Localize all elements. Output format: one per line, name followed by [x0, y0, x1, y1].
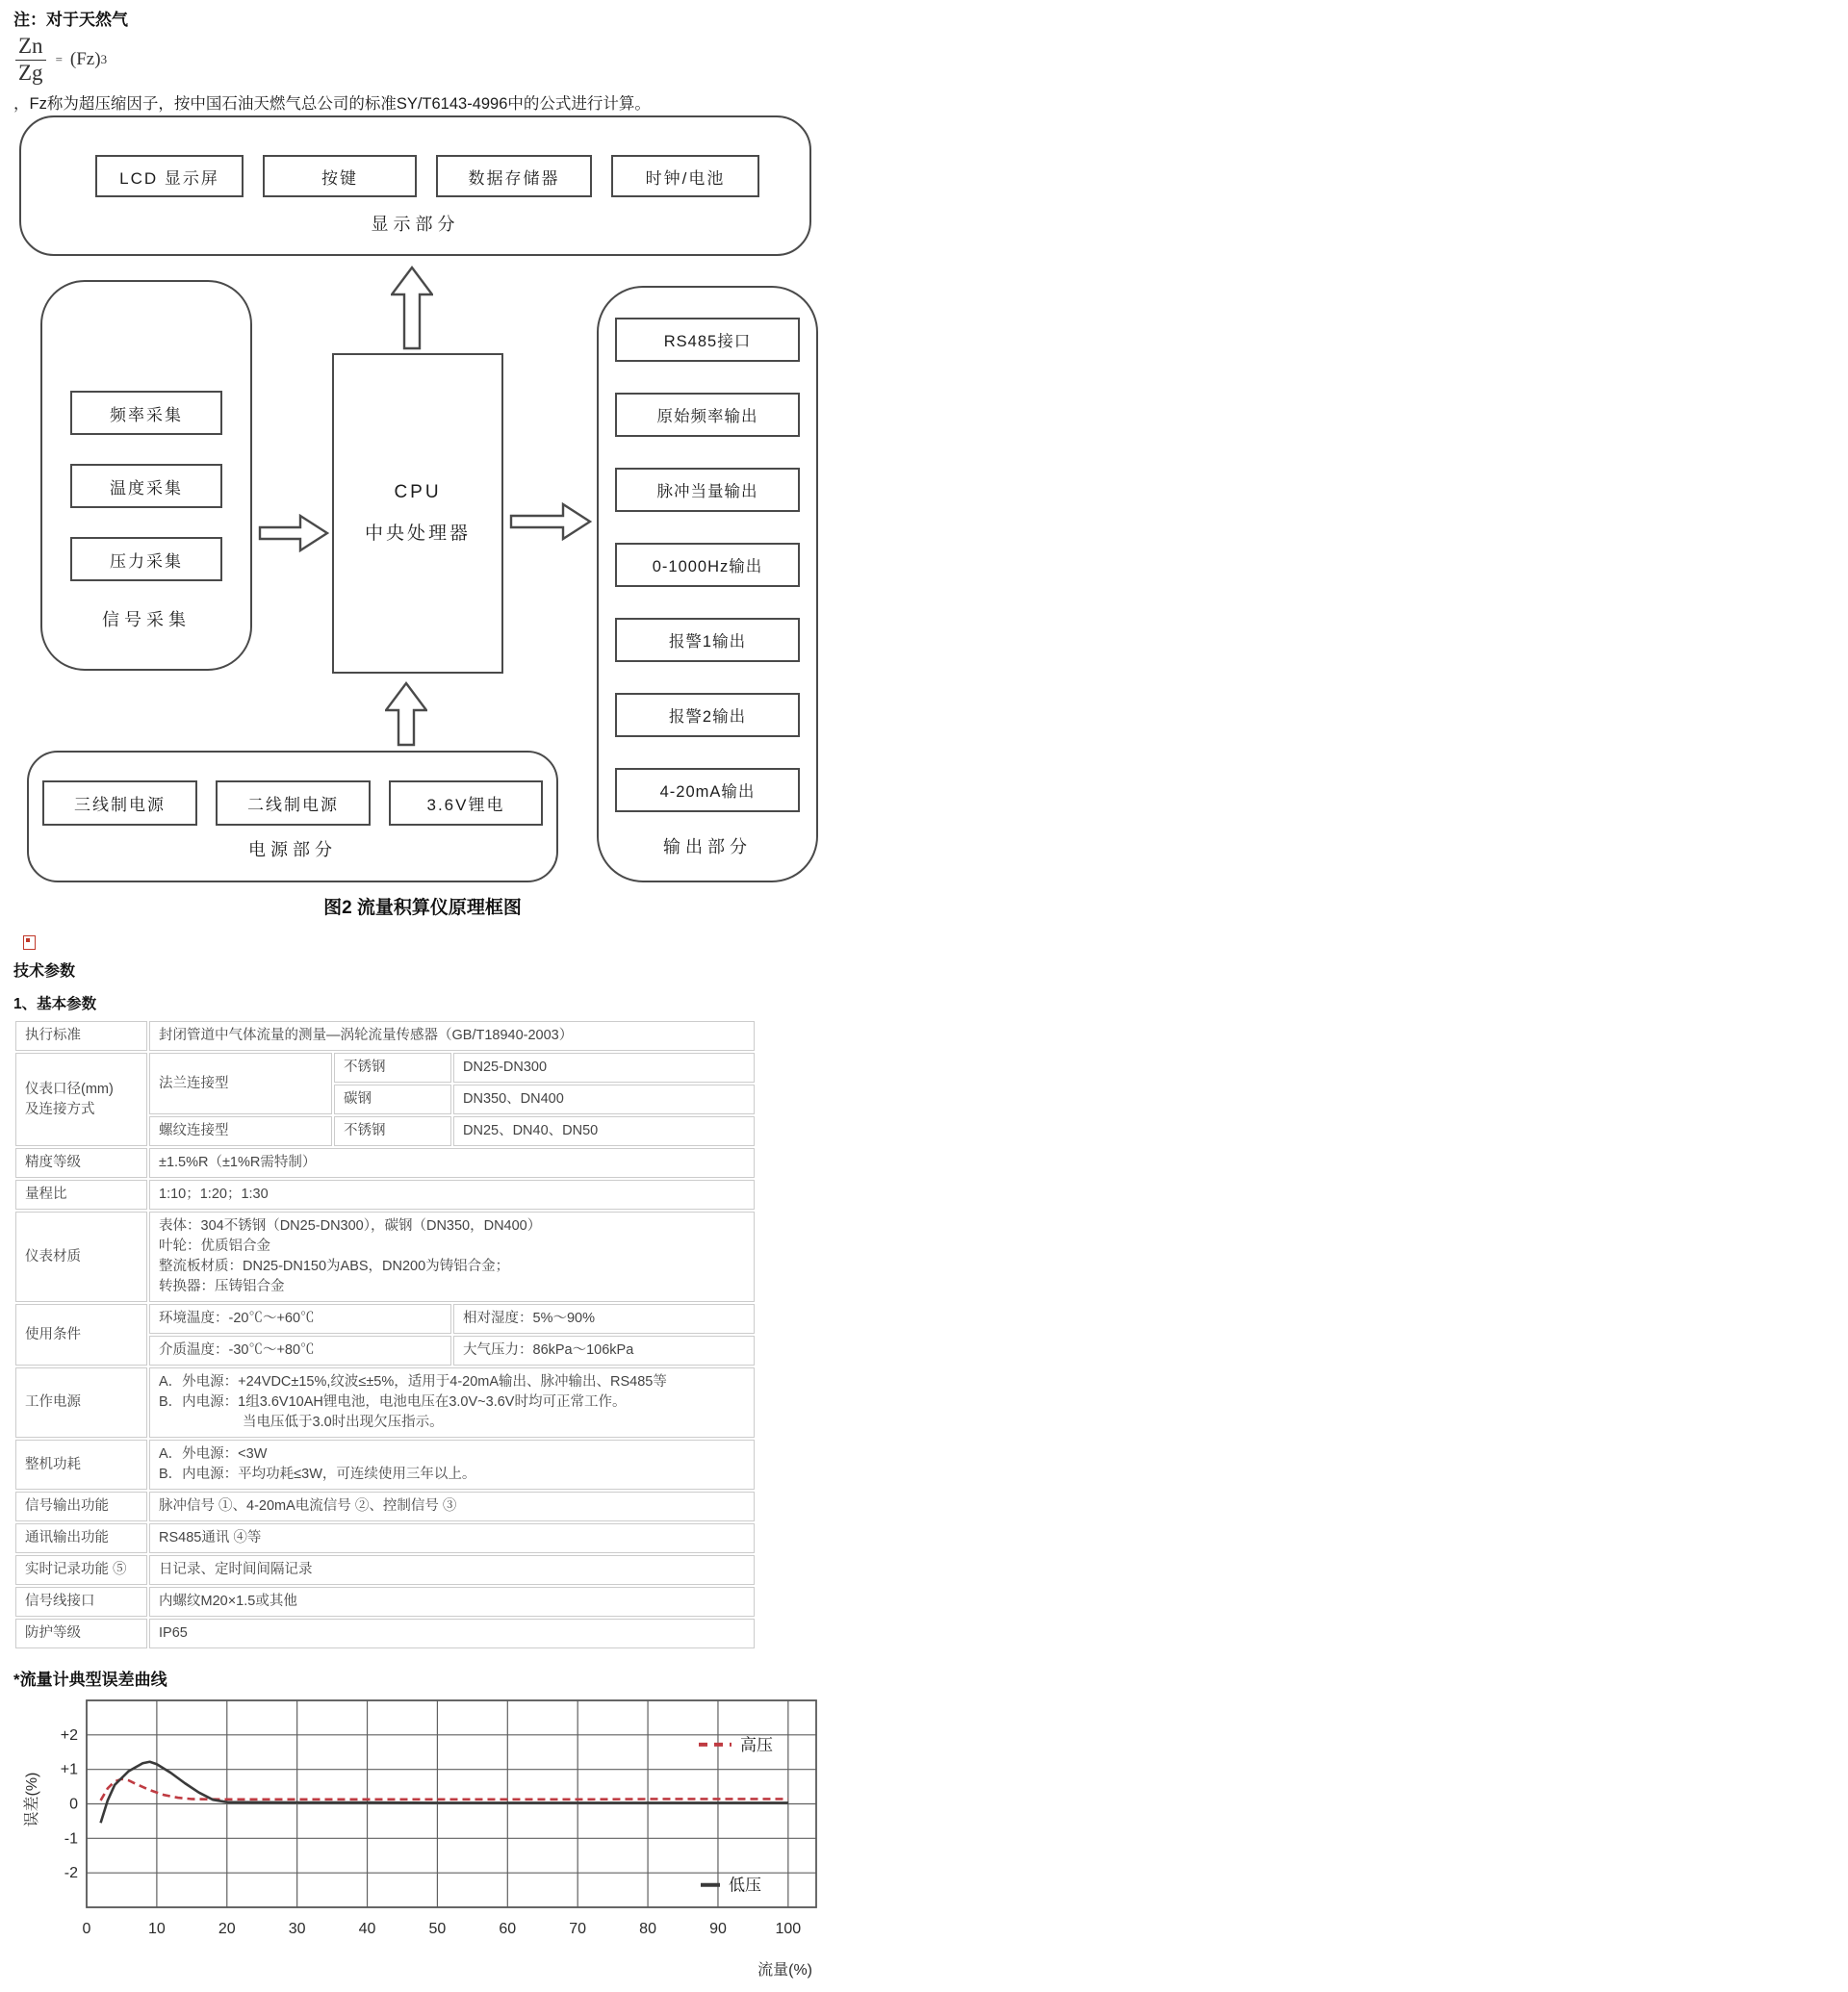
diagram-box-rs485: RS485接口	[615, 318, 800, 362]
x-tick-label: 70	[569, 1921, 587, 1937]
x-tick-label: 60	[499, 1921, 517, 1937]
table-cell: ±1.5%R（±1%R需特制）	[149, 1148, 755, 1178]
table-row	[15, 1367, 755, 1438]
table-cell: 执行标准	[15, 1021, 147, 1051]
table-row	[15, 1492, 755, 1521]
table-cell: 表体：304不锈钢（DN25-DN300），碳钢（DN350，DN400） 叶轮：优质铝合金 整流板材质：DN25-DN150为ABS，DN200为铸铝合金； 转换器：压铸铝合金	[149, 1212, 755, 1302]
power-section-label: 电源部分	[248, 840, 337, 859]
table-cell: 内螺纹M20×1.5或其他	[149, 1587, 755, 1617]
table-cell: DN350、DN400	[453, 1085, 755, 1114]
diagram-box-keys: 按键	[263, 155, 417, 197]
diagram-box-lcd: LCD 显示屏	[95, 155, 244, 197]
y-axis-label: 误差(%)	[24, 1772, 40, 1827]
series-line	[101, 1762, 788, 1823]
table-cell: IP65	[149, 1619, 755, 1648]
display-section	[19, 115, 811, 256]
table-cell: 实时记录功能 ⑤	[15, 1555, 147, 1585]
y-tick-label: +1	[60, 1761, 78, 1778]
formula	[15, 31, 880, 89]
tech-params-heading: 技术参数	[13, 963, 76, 980]
document-page	[13, 0, 880, 1992]
basic-params-heading: 1、基本参数	[13, 996, 97, 1012]
table-row	[15, 1180, 755, 1210]
table-cell: 通讯输出功能	[15, 1523, 147, 1553]
table-cell: 信号线接口	[15, 1587, 147, 1617]
table-cell: 相对湿度：5%～90%	[453, 1304, 755, 1334]
table-row	[15, 1148, 755, 1178]
table-cell: A．外电源：<3W B．内电源：平均功耗≤3W，可连续使用三年以上。	[149, 1440, 755, 1490]
output-section	[597, 286, 818, 882]
diagram-box-pulse-equivalent: 脉冲当量输出	[615, 468, 800, 512]
diagram-box-alarm1: 报警1输出	[615, 618, 800, 662]
arrow-up-icon	[385, 681, 427, 747]
broken-image-icon	[23, 935, 36, 950]
diagram-box-alarm2: 报警2输出	[615, 693, 800, 737]
y-tick-label: -1	[64, 1830, 78, 1848]
cpu-line1: CPU	[394, 482, 442, 502]
note-title: 注：对于天然气	[13, 11, 128, 29]
formula-denominator: Zg	[18, 60, 43, 85]
table-cell: 封闭管道中气体流量的测量—涡轮流量传感器（GB/T18940-2003）	[149, 1021, 755, 1051]
x-tick-label: 50	[428, 1921, 447, 1937]
legend-label: 高压	[740, 1735, 773, 1754]
table-row	[15, 1440, 755, 1490]
x-tick-label: 30	[288, 1921, 306, 1937]
table-row	[15, 1021, 755, 1051]
table-cell: 仪表口径(mm) 及连接方式	[15, 1053, 147, 1146]
diagram-box-frequency: 频率采集	[70, 391, 222, 435]
table-row	[15, 1053, 755, 1083]
table-cell: 螺纹连接型	[149, 1116, 332, 1146]
table-row	[15, 1523, 755, 1553]
error-curve-chart-wrap	[13, 1691, 880, 1992]
diagram-box-storage: 数据存储器	[436, 155, 592, 197]
table-cell: 1:10；1:20；1:30	[149, 1180, 755, 1210]
formula-numerator: Zn	[15, 35, 46, 60]
principle-diagram	[13, 115, 880, 926]
table-cell: 整机功耗	[15, 1440, 147, 1490]
formula-base: (Fz)	[69, 49, 101, 69]
table-cell: DN25-DN300	[453, 1053, 755, 1083]
x-tick-label: 40	[358, 1921, 376, 1937]
arrow-up-icon	[391, 266, 433, 350]
power-section	[27, 751, 558, 882]
table-cell: 防护等级	[15, 1619, 147, 1648]
note-description: ，Fz称为超压缩因子，按中国石油天燃气总公司的标准SY/T6143-4996中的公式进行计算。	[13, 95, 651, 113]
spec-table	[13, 1019, 757, 1650]
legend-label: 低压	[729, 1876, 761, 1895]
diagram-box-lithium: 3.6V锂电	[389, 780, 543, 826]
arrow-right-icon	[258, 514, 329, 552]
y-tick-label: 0	[69, 1796, 78, 1813]
table-row	[15, 1587, 755, 1617]
formula-exponent: 3	[100, 52, 108, 66]
diagram-box-raw-frequency: 原始频率输出	[615, 393, 800, 437]
x-tick-label: 10	[147, 1921, 166, 1937]
table-cell: 碳钢	[334, 1085, 451, 1114]
diagram-box-2wire-power: 二线制电源	[216, 780, 371, 826]
table-cell: 量程比	[15, 1180, 147, 1210]
diagram-box-temperature: 温度采集	[70, 464, 222, 508]
table-cell: 使用条件	[15, 1304, 147, 1366]
diagram-box-3wire-power: 三线制电源	[42, 780, 197, 826]
y-tick-label: +2	[60, 1726, 78, 1744]
table-cell: 大气压力：86kPa～106kPa	[453, 1336, 755, 1366]
table-cell: 信号输出功能	[15, 1492, 147, 1521]
diagram-caption: 图2 流量积算仪原理框图	[323, 898, 522, 918]
diagram-box-clock-battery: 时钟/电池	[611, 155, 759, 197]
display-section-label: 显示部分	[371, 215, 460, 234]
series-line	[101, 1779, 788, 1800]
table-cell: A．外电源：+24VDC±15%,纹波≤±5%，适用于4-20mA输出、脉冲输出、RS485等 B．内电源：1组3.6V10AH锂电池，电池电压在3.0V~3.6V时均可正常工作。 当电压低于3.0时出现欠压指示。	[149, 1367, 755, 1438]
table-cell: 仪表材质	[15, 1212, 147, 1302]
x-tick-label: 0	[82, 1921, 91, 1937]
signal-section-label: 信号采集	[102, 610, 191, 629]
x-tick-label: 20	[218, 1921, 236, 1937]
diagram-box-0-1000hz: 0-1000Hz输出	[615, 543, 800, 587]
y-tick-label: -2	[64, 1865, 78, 1882]
x-tick-label: 90	[709, 1921, 727, 1937]
equals-sign: =	[55, 52, 63, 66]
diagram-box-pressure: 压力采集	[70, 537, 222, 581]
table-row	[15, 1304, 755, 1334]
table-cell: 环境温度：-20℃～+60℃	[149, 1304, 451, 1334]
table-cell: 日记录、定时间间隔记录	[149, 1555, 755, 1585]
signal-section	[40, 280, 252, 671]
x-tick-label: 100	[775, 1921, 802, 1937]
table-cell: DN25、DN40、DN50	[453, 1116, 755, 1146]
table-row	[15, 1555, 755, 1585]
error-curve-heading: *流量计典型误差曲线	[13, 1671, 167, 1689]
formula-fraction	[15, 35, 46, 84]
cpu-line2: 中央处理器	[364, 524, 471, 544]
spec-table-body	[15, 1021, 755, 1648]
x-tick-label: 80	[639, 1921, 656, 1937]
table-row	[15, 1619, 755, 1648]
output-section-label: 输出部分	[663, 837, 752, 856]
table-cell: 脉冲信号 ①、4-20mA电流信号 ②、控制信号 ③	[149, 1492, 755, 1521]
table-cell: 精度等级	[15, 1148, 147, 1178]
arrow-right-icon	[509, 502, 592, 541]
table-cell: 介质温度：-30℃～+80℃	[149, 1336, 451, 1366]
table-cell: 法兰连接型	[149, 1053, 332, 1114]
x-axis-label: 流量(%)	[757, 1962, 812, 1979]
table-cell: 工作电源	[15, 1367, 147, 1438]
table-cell: RS485通讯 ④等	[149, 1523, 755, 1553]
table-cell: 不锈钢	[334, 1116, 451, 1146]
table-row	[15, 1212, 755, 1302]
cpu-box	[332, 353, 503, 674]
table-cell: 不锈钢	[334, 1053, 451, 1083]
diagram-box-4-20ma: 4-20mA输出	[615, 768, 800, 812]
error-chart	[13, 1691, 832, 1987]
